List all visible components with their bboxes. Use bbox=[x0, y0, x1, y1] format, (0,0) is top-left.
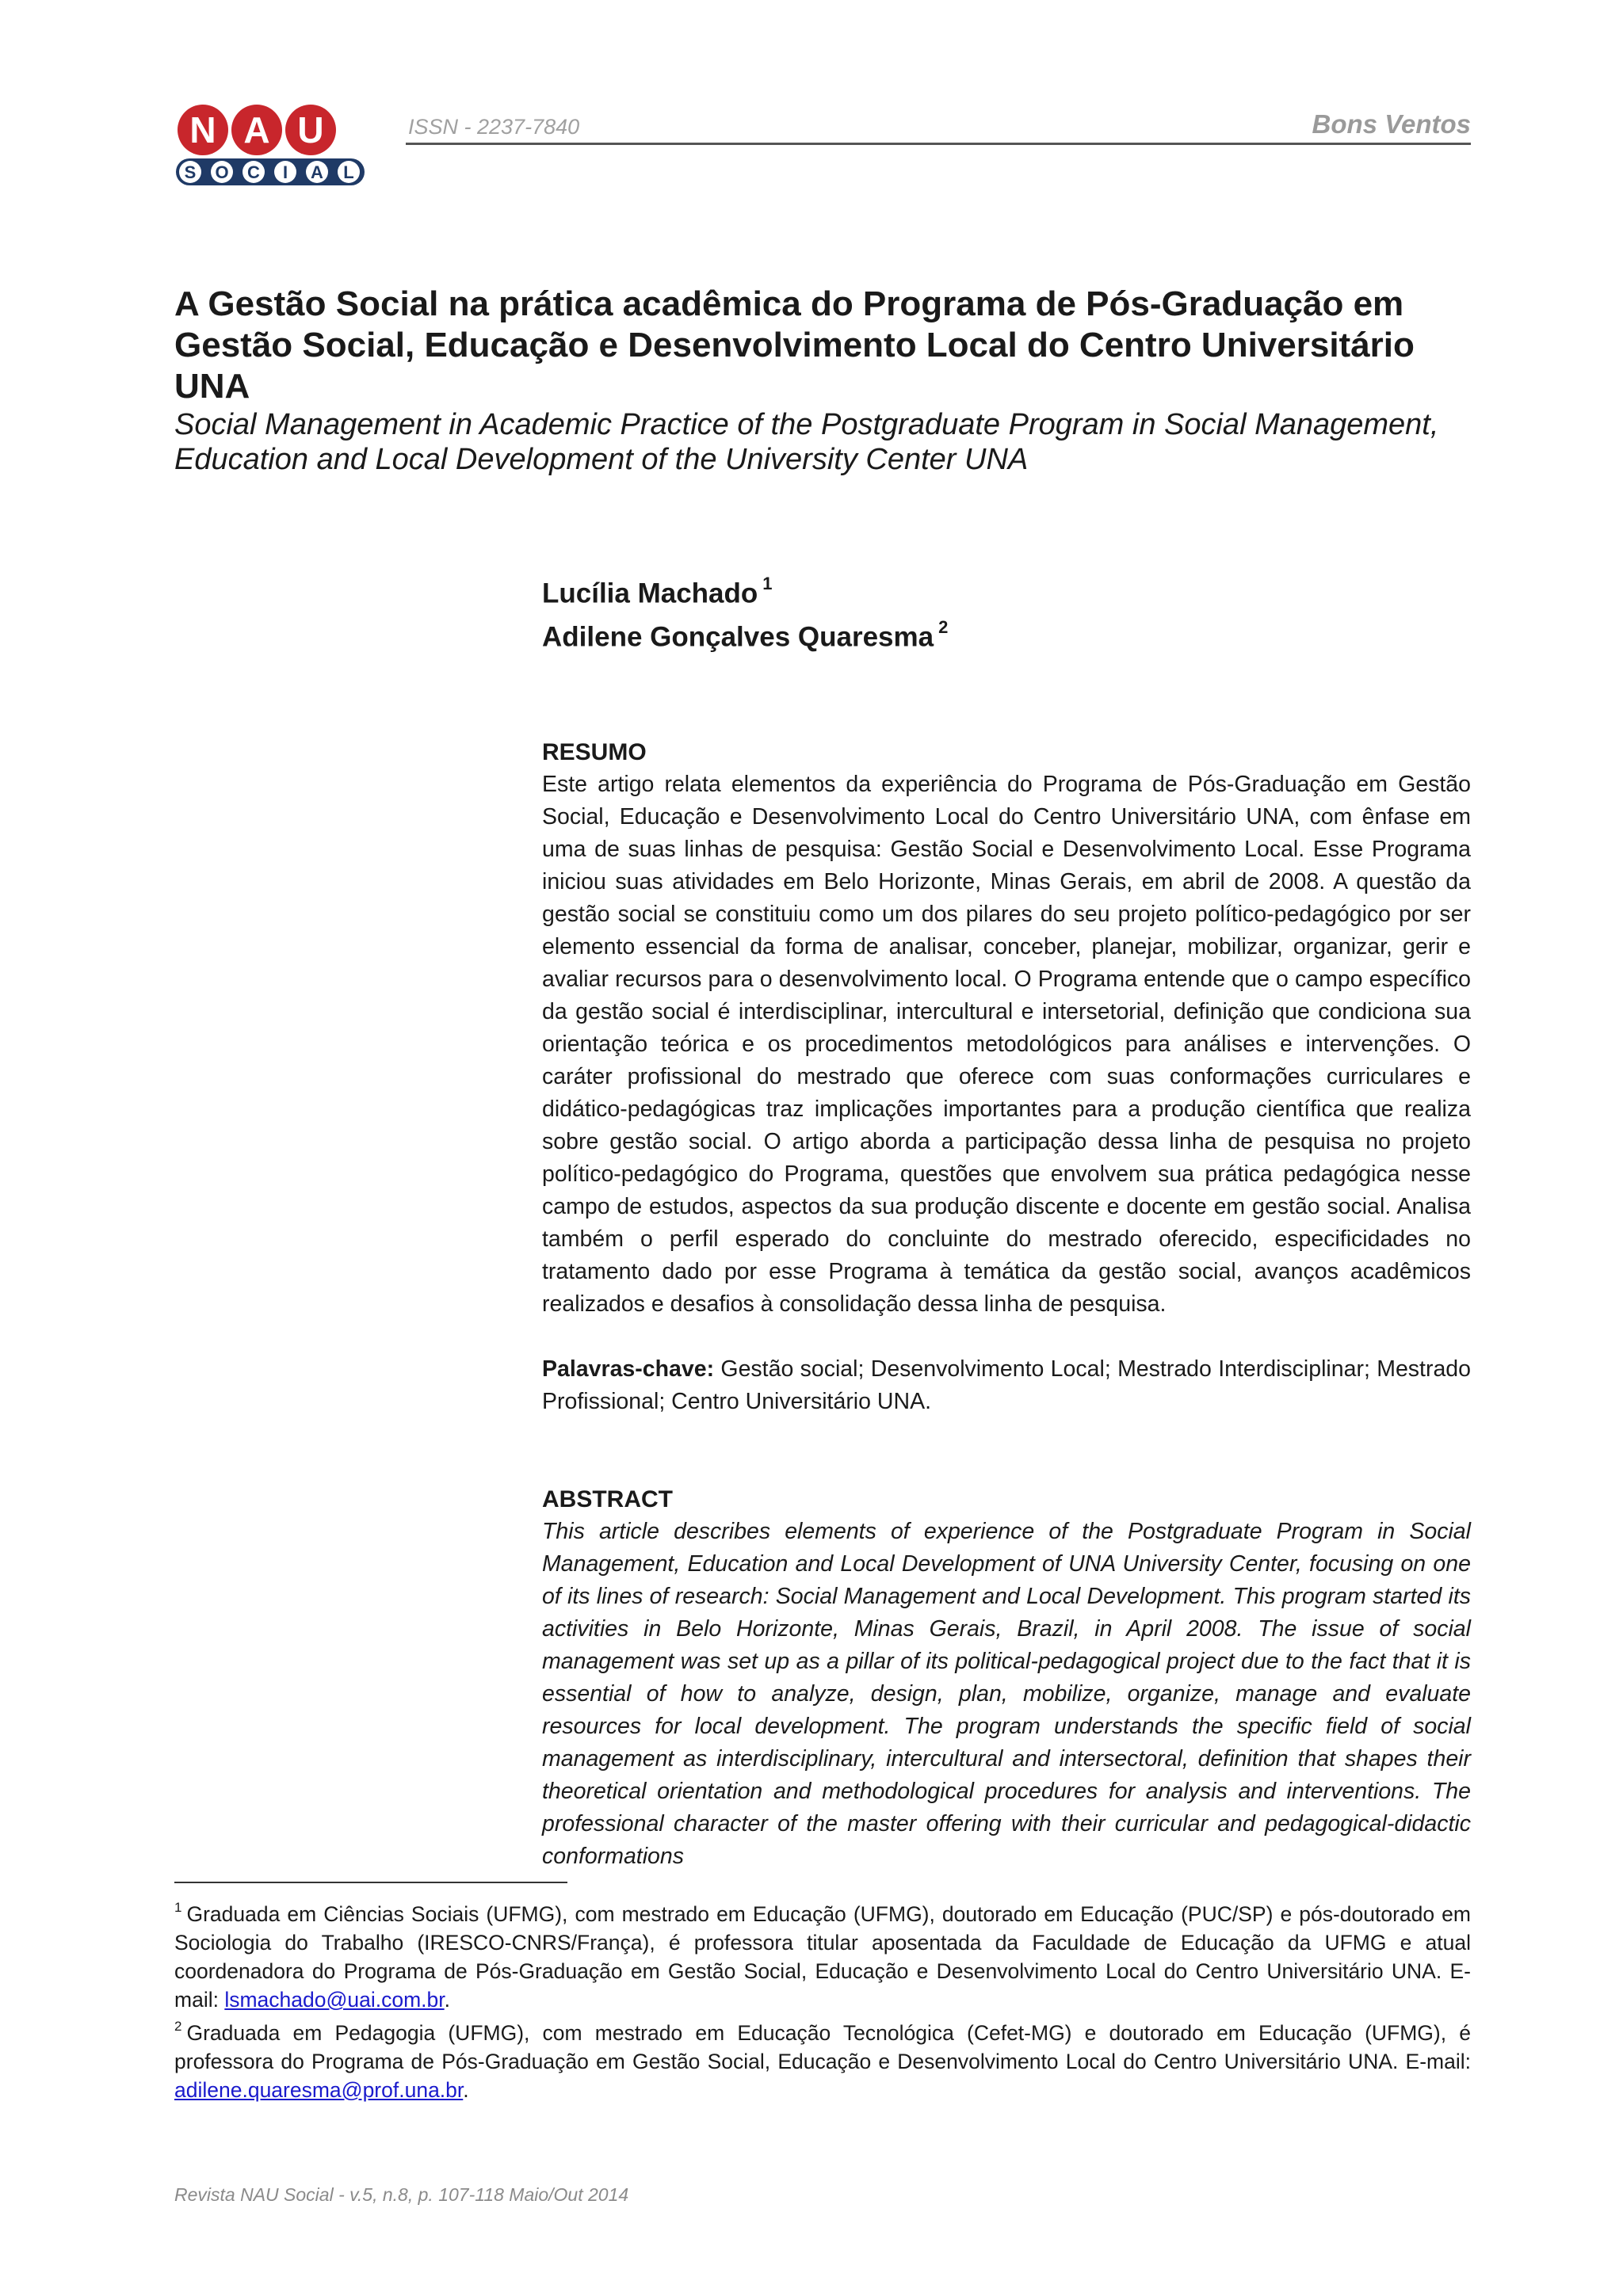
section-name: Bons Ventos bbox=[1312, 109, 1471, 139]
header-divider bbox=[406, 143, 1471, 145]
svg-text:A: A bbox=[311, 162, 323, 182]
resumo-heading: RESUMO bbox=[542, 739, 647, 765]
author-name: Lucília Machado bbox=[542, 578, 758, 609]
footnote-end: . bbox=[463, 2077, 469, 2102]
author-list bbox=[542, 569, 1335, 655]
footnotes bbox=[174, 1895, 1471, 2104]
article-title-pt: A Gestão Social na prática acadêmica do Programa de Pós-Graduação em Gestão Social, Educação e Desenvolvimento Local do Centro Universitário UNA bbox=[174, 284, 1415, 406]
author-footnote-mark[interactable]: 1 bbox=[762, 574, 773, 593]
logo-letter-n: N bbox=[189, 109, 216, 151]
svg-text:C: C bbox=[247, 162, 260, 182]
author bbox=[542, 569, 1335, 612]
footnote-end: . bbox=[444, 1987, 451, 2012]
logo-band bbox=[176, 158, 365, 185]
author-name: Adilene Gonçalves Quaresma bbox=[542, 621, 934, 653]
footnote bbox=[174, 1895, 1471, 2014]
footnote-text: Graduada em Ciências Sociais (UFMG), com mestrado em Educação (UFMG), doutorado em Educação (PUC/SP) e pós-doutorado em Sociologia do Trabalho (IRESCO-CNRS/França), é professora titular aposentada da Faculdade de Educação da UFMG e atual coordenadora do Programa de Pós-Graduação em Gestão Social, Educação e Desenvolvimento Local do Centro Universitário UNA. E-mail: bbox=[174, 1901, 1471, 2012]
issn-label: ISSN - 2237-7840 bbox=[408, 115, 580, 139]
footnote-text: Graduada em Pedagogia (UFMG), com mestrado em Educação Tecnológica (Cefet-MG) e doutorado em Educação (UFMG), é professora do Programa de Pós-Graduação em Gestão Social, Educação e Desenvolvimento Local do Centro Universitário UNA. E-mail: bbox=[174, 2020, 1471, 2073]
email-link[interactable]: adilene.quaresma@prof.una.br bbox=[174, 2077, 464, 2102]
svg-text:S: S bbox=[184, 162, 197, 182]
journal-reference: Revista NAU Social - v.5, n.8, p. 107-118 Maio/Out 2014 bbox=[174, 2184, 629, 2205]
svg-text:L: L bbox=[343, 162, 354, 182]
logo-letter-a: A bbox=[243, 109, 270, 151]
nau-social-logo-icon bbox=[174, 98, 376, 187]
keywords bbox=[542, 1353, 1471, 1418]
resumo-text: Este artigo relata elementos da experiência do Programa de Pós-Graduação em Gestão Social, Educação e Desenvolvimento Local do Centro Universitário UNA, com ênfase em uma de suas linhas de pesquisa: Gestão Social e Desenvolvimento Local. Esse Programa iniciou suas atividades em Belo Horizonte, Minas Gerais, em abril de 2008. A questão da gestão social se constituiu como um dos pilares do seu projeto político-pedagógico por ser elemento essencial da forma de analisar, conceber, planejar, mobilizar, organizar, gerir e avaliar recursos para o desenvolvimento local. O Programa entende que o campo específico da gestão social é interdisciplinar, intercultural e intersetorial, definição que condiciona sua orientação teórica e os procedimentos metodológicos para análises e intervenções. O caráter profissional do mestrado que oferece com suas conformações curriculares e didático-pedagógicas traz implicações importantes para a produção científica que realiza sobre gestão social. O artigo aborda a participação dessa linha de pesquisa no projeto político-pedagógico do Programa, questões que envolvem sua prática pedagógica nesse campo de estudos, aspectos da sua produção discente e docente em gestão social. Analisa também o perfil esperado do concluinte do mestrado oferecido, especificidades no tratamento dado por esse Programa à temática da gestão social, avanços acadêmicos realizados e desafios à consolidação dessa linha de pesquisa. bbox=[542, 772, 1471, 1317]
footnote-divider bbox=[174, 1882, 567, 1883]
author bbox=[542, 612, 1335, 656]
logo-letter-u: U bbox=[297, 109, 324, 151]
email-link[interactable]: lsmachado@uai.com.br bbox=[224, 1987, 445, 2012]
footnote-mark: 2 bbox=[174, 2018, 182, 2034]
author-footnote-mark[interactable]: 2 bbox=[938, 616, 949, 637]
footnote-mark: 1 bbox=[174, 1900, 182, 1915]
journal-logo bbox=[174, 98, 376, 187]
svg-text:O: O bbox=[215, 162, 229, 182]
footnote bbox=[174, 2014, 1471, 2104]
abstract-text: This article describes elements of experience of the Postgraduate Program in Social Management, Education and Local Development of UNA University Center, focusing on one of its lines of research: Social Management and Local Development. This program started its activities in Belo Horizonte, Minas Gerais, Brazil, in April 2008. The issue of social management was set up as a pillar of its political-pedagogical project due to the fact that it is essential of how to analyze, design, plan, mobilize, organize, manage and evaluate resources for local development. The program understands the specific field of social management as interdisciplinary, intercultural and intersectoral, definition that shapes their theoretical orientation and methodological procedures for analysis and interventions. The professional character of the master offering with their curricular and pedagogical-didactic conformations bbox=[542, 1519, 1471, 1869]
keywords-text: Gestão social; Desenvolvimento Local; Mestrado Interdisciplinar; Mestrado Profissional; Centro Universitário UNA. bbox=[542, 1356, 1472, 1414]
svg-text:I: I bbox=[282, 162, 288, 182]
article-title-en: Social Management in Academic Practice of the Postgraduate Program in Social Management, Education and Local Development of the University Center UNA bbox=[174, 408, 1439, 476]
keywords-label: Palavras-chave: bbox=[542, 1356, 715, 1382]
abstract-heading: ABSTRACT bbox=[542, 1486, 673, 1512]
